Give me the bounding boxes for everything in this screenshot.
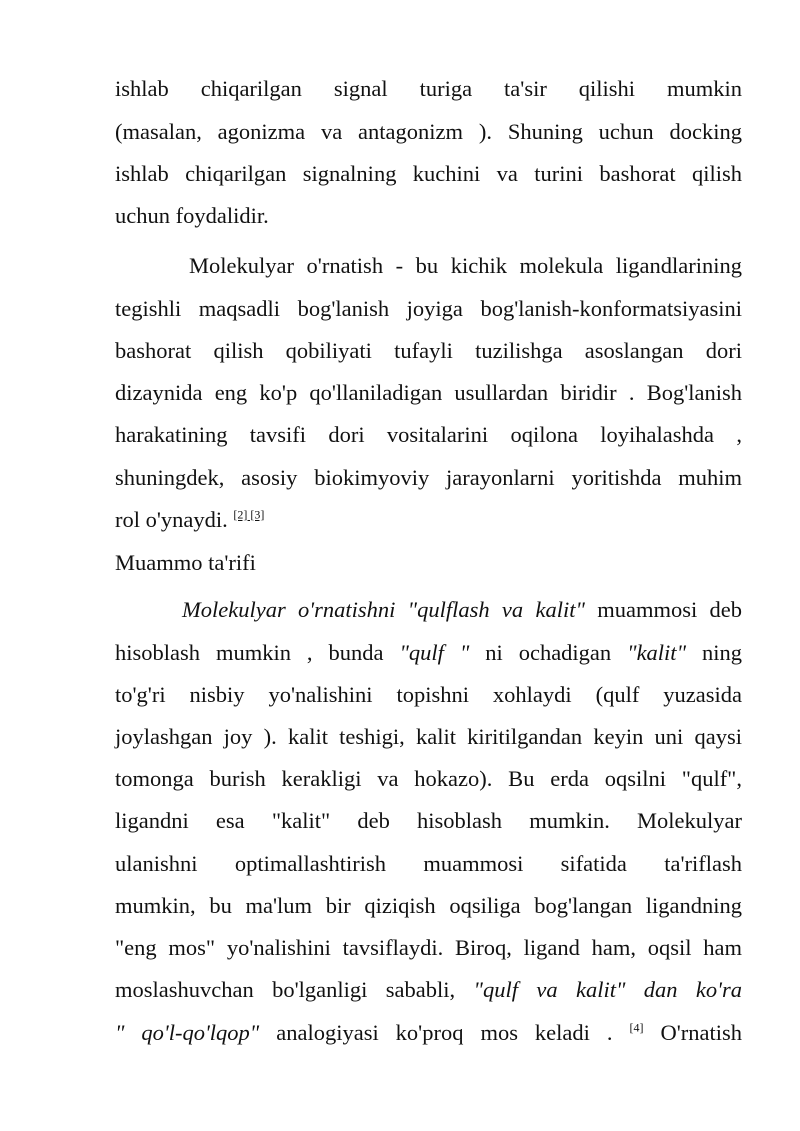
paragraph-first-line [182, 589, 742, 631]
text-span: O'rnatish [643, 1020, 743, 1045]
text-line [115, 969, 742, 1011]
text-line: shuningdek, asosiy biokimyoviy jarayonlarni yoritishda muhim [115, 465, 742, 490]
text-span: ni ochadigan [469, 640, 628, 665]
italic-text: "qulf va kalit" dan ko'ra [473, 977, 742, 1002]
text-span: moslashuvchan bo'lganligi sababli, [115, 977, 474, 1002]
text-span: rol o'ynaydi. [115, 507, 234, 532]
text-line: harakatining tavsifi dori vositalarini oqilona loyihalashda , [115, 422, 742, 447]
text-line: (masalan, agonizma va antagonizm ). Shuning uchun docking [115, 119, 742, 144]
italic-text: Molekulyar o'rnatishni "qulflash va kalit" [182, 597, 585, 622]
citation-link[interactable]: [2] [3] [233, 507, 265, 522]
text-line: ligandni esa "kalit" deb hisoblash mumkin. Molekulyar [115, 808, 742, 833]
text-line: tegishli maqsadli bog'lanish joyiga bog'lanish-konformatsiyasini [115, 296, 742, 321]
text-span: hisoblash mumkin , bunda [115, 640, 400, 665]
text-line: ishlab chiqarilgan signal turiga ta'sir qilishi mumkin [115, 76, 742, 101]
paragraph-first-line: Molekulyar o'rnatish - bu kichik molekula ligandlarining [189, 253, 742, 278]
text-line: bashorat qilish qobiliyati tufayli tuzilishga asoslangan dori [115, 338, 742, 363]
section-heading: Muammo ta'rifi [115, 550, 256, 575]
text-span: muammosi deb [584, 597, 743, 622]
text-line [115, 632, 742, 674]
italic-text: "qulf " [399, 640, 470, 665]
text-line: tomonga burish kerakligi va hokazo). Bu erda oqsilni "qulf", [115, 766, 742, 791]
text-line: uchun foydalidir. [115, 203, 269, 228]
text-line: to'g'ri nisbiy yo'nalishini topishni xohlaydi (qulf yuzasida [115, 682, 742, 707]
italic-text: " qo'l-qo'lqop" [115, 1020, 260, 1045]
text-span: ning [686, 640, 742, 665]
text-line: joylashgan joy ). kalit teshigi, kalit kiritilgandan keyin uni qaysi [115, 724, 742, 749]
text-line [115, 499, 742, 541]
text-line: ishlab chiqarilgan signalning kuchini va turini bashorat qilish [115, 161, 742, 186]
text-line: "eng mos" yo'nalishini tavsiflaydi. Biroq, ligand ham, oqsil ham [115, 935, 742, 960]
text-span: analogiyasi ko'proq mos keladi . [259, 1020, 630, 1045]
text-line: mumkin, bu ma'lum bir qiziqish oqsiliga bog'langan ligandning [115, 893, 742, 918]
text-line [115, 1012, 742, 1054]
text-line: ulanishni optimallashtirish muammosi sifatida ta'riflash [115, 851, 742, 876]
citation-marker[interactable]: [4] [629, 1020, 644, 1035]
text-line: dizaynida eng ko'p qo'llaniladigan usullardan biridir . Bog'lanish [115, 380, 742, 405]
italic-text: "kalit" [627, 640, 687, 665]
